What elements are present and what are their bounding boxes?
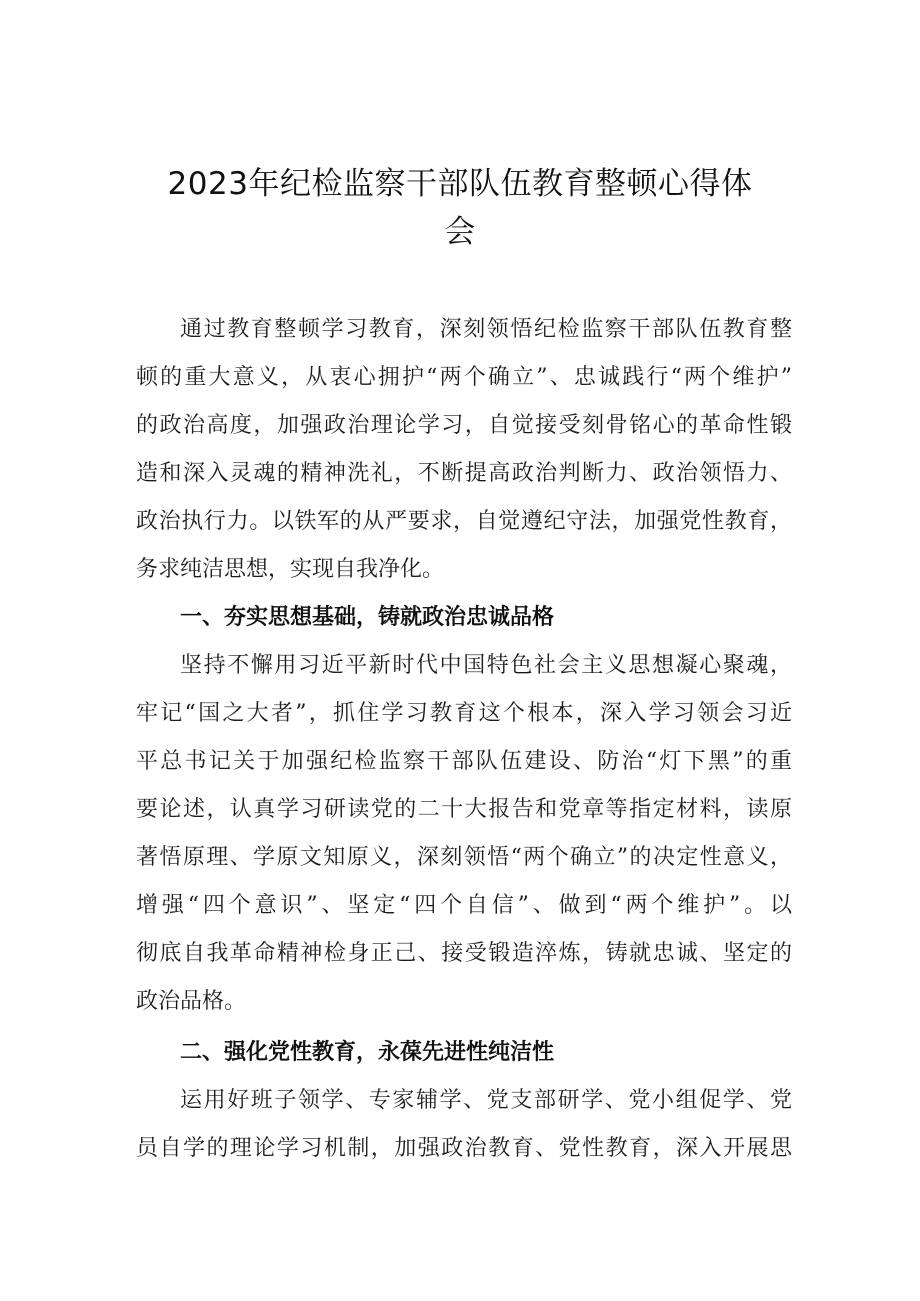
section-1-line: 牢记“国之大者”，抓住学习教育这个根本，深入学习领会习近 bbox=[136, 701, 792, 726]
section-1-heading: 一、夯实思想基础，铸就政治忠诚品格 bbox=[180, 605, 555, 630]
section-1-line: 增强“四个意识”、坚定“四个自信”、做到“两个维护”。以 bbox=[136, 893, 792, 918]
intro-line: 政治执行力。以铁军的从严要求，自觉遵纪守法，加强党性教育， bbox=[136, 509, 792, 534]
intro-line: 造和深入灵魂的精神洗礼，不断提高政治判断力、政治领悟力、 bbox=[136, 461, 792, 486]
intro-line: 务求纯洁思想，实现自我净化。 bbox=[136, 557, 445, 582]
section-2-line: 员自学的理论学习机制，加强政治教育、党性教育，深入开展思 bbox=[136, 1136, 792, 1161]
document-title bbox=[130, 160, 790, 256]
section-1-line: 彻底自我革命精神检身正己、接受锻造淬炼，铸就忠诚、坚定的 bbox=[136, 941, 792, 966]
section-2-heading: 二、强化党性教育，永葆先进性纯洁性 bbox=[180, 1040, 555, 1065]
section-1-line: 政治品格。 bbox=[136, 989, 247, 1014]
intro-line: 顿的重大意义，从衷心拥护“两个确立”、忠诚践行“两个维护” bbox=[136, 365, 792, 390]
intro-line: 的政治高度，加强政治理论学习，自觉接受刻骨铭心的革命性锻 bbox=[136, 413, 792, 438]
title-line-2: 会 bbox=[444, 214, 476, 250]
section-1-line: 要论述，认真学习研读党的二十大报告和党章等指定材料，读原 bbox=[136, 797, 792, 822]
section-1-line: 平总书记关于加强纪检监察干部队伍建设、防治“灯下黑”的重 bbox=[136, 749, 792, 774]
section-2-line: 运用好班子领学、专家辅学、党支部研学、党小组促学、党 bbox=[180, 1088, 792, 1113]
section-1-line: 坚持不懈用习近平新时代中国特色社会主义思想凝心聚魂， bbox=[180, 653, 792, 678]
title-line-1: 2023年纪检监察干部队伍教育整顿心得体 bbox=[167, 166, 753, 202]
section-1-line: 著悟原理、学原文知原义，深刻领悟“两个确立”的决定性意义， bbox=[136, 845, 792, 870]
intro-line: 通过教育整顿学习教育，深刻领悟纪检监察干部队伍教育整 bbox=[180, 317, 792, 342]
